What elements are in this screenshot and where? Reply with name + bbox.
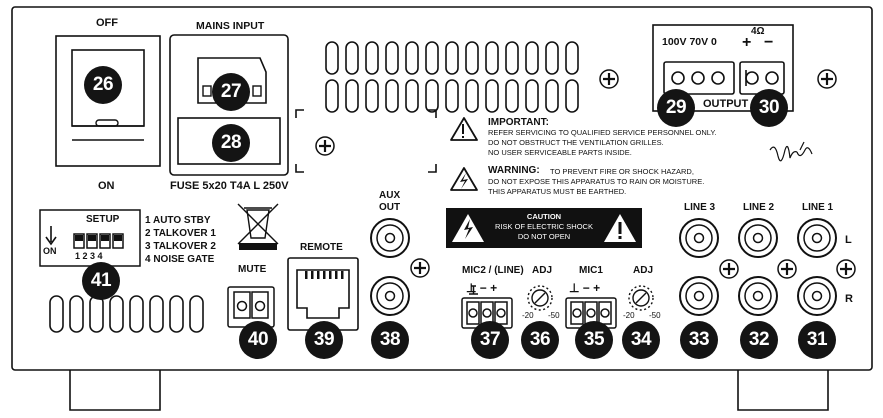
rca-jack-aux-out-r: [371, 277, 409, 315]
important-title: IMPORTANT:: [488, 117, 549, 128]
setup-numbers: 1 2 3 4: [75, 251, 103, 261]
setup-item-3: 3 TALKOVER 2: [145, 241, 216, 252]
remote-rj45-port: [288, 258, 358, 330]
callout-33: 33: [680, 321, 718, 359]
callout-32: 32: [740, 321, 778, 359]
rca-jack-line2-l: [739, 219, 777, 257]
mic1-adj-trimmer: [629, 286, 653, 310]
warning-title: WARNING:: [488, 165, 540, 176]
output-volts-label: 100V 70V 0: [662, 36, 717, 48]
fuse-label: FUSE 5x20 T4A L 250V: [170, 180, 289, 192]
screw-icon: [411, 259, 429, 277]
callout-39: 39: [305, 321, 343, 359]
setup-item-2: 2 TALKOVER 1: [145, 228, 216, 239]
caution-line-3: DO NOT OPEN: [517, 232, 571, 241]
off-label: OFF: [96, 17, 118, 29]
right-channel-label: R: [845, 293, 853, 305]
callout-26: 26: [84, 66, 122, 104]
warning-line-2: DO NOT EXPOSE THIS APPARATUS TO RAIN OR MOISTURE.: [488, 177, 705, 186]
screw-icon: [720, 260, 738, 278]
callout-30: 30: [750, 89, 788, 127]
aux-out-label-2: OUT: [379, 202, 401, 213]
callout-41: 41: [82, 262, 120, 300]
line2-label: LINE 2: [743, 202, 775, 213]
callout-35: 35: [575, 321, 613, 359]
screw-icon: [600, 70, 618, 88]
mic2-adj-min: -20: [522, 311, 534, 320]
mic2-label: MIC2 / (LINE): [462, 265, 524, 276]
setup-item-1: 1 AUTO STBY: [145, 215, 211, 226]
output-plus-label: +: [742, 34, 752, 51]
mute-label: MUTE: [238, 264, 267, 275]
screw-icon: [818, 70, 836, 88]
rca-jack-line3-r: [680, 277, 718, 315]
weee-bin-icon: [238, 204, 278, 244]
line3-label: LINE 3: [684, 202, 716, 213]
foot-right: [738, 370, 828, 410]
rca-jack-aux-out-l: [371, 219, 409, 257]
warning-line-1: TO PREVENT FIRE OR SHOCK HAZARD,: [550, 167, 694, 176]
callout-34: 34: [622, 321, 660, 359]
callout-37: 37: [471, 321, 509, 359]
mic2-adj-max: -50: [548, 311, 560, 320]
rca-jack-line3-l: [680, 219, 718, 257]
mic2-adj-trimmer: [528, 286, 552, 310]
vent-grille-top: [326, 42, 578, 112]
on-switch-label: ON: [98, 180, 115, 192]
warning-line-3: THIS APPARATUS MUST BE EARTHED.: [488, 187, 627, 196]
important-line-1: REFER SERVICING TO QUALIFIED SERVICE PERSONNEL ONLY.: [488, 128, 717, 137]
callout-31: 31: [798, 321, 836, 359]
callout-29: 29: [657, 89, 695, 127]
rca-jack-line2-r: [739, 277, 777, 315]
screw-icon: [316, 137, 334, 155]
mic1-adj-min: -20: [623, 311, 635, 320]
screw-icon: [837, 260, 855, 278]
on-arrow-icon: [46, 226, 56, 244]
caution-line-2: RISK OF ELECTRIC SHOCK: [495, 222, 593, 231]
dip-on-label: ON: [43, 246, 57, 256]
rca-jack-line1-l: [798, 219, 836, 257]
lightning-triangle-icon: [451, 168, 477, 190]
caution-line-1: CAUTION: [526, 212, 562, 221]
callout-38: 38: [371, 321, 409, 359]
important-line-3: NO USER SERVICEABLE PARTS INSIDE.: [488, 148, 632, 157]
callout-27: 27: [212, 73, 250, 111]
left-channel-label: L: [845, 234, 852, 246]
mic2-pins-label: ⊥ − +: [466, 281, 498, 295]
setup-item-4: 4 NOISE GATE: [145, 254, 215, 265]
rca-jack-line1-r: [798, 277, 836, 315]
line1-label: LINE 1: [802, 202, 834, 213]
callout-40: 40: [239, 321, 277, 359]
mic2-adj-label: ADJ: [532, 265, 553, 276]
mains-input-label: MAINS INPUT: [196, 20, 265, 32]
output-label: OUTPUT: [703, 98, 749, 110]
important-line-2: DO NOT OBSTRUCT THE VENTILATION GRILLES.: [488, 138, 664, 147]
caution-label: [446, 208, 642, 248]
callout-36: 36: [521, 321, 559, 359]
aux-out-label-1: AUX: [379, 190, 401, 201]
mic1-adj-max: -50: [649, 311, 661, 320]
remote-label: REMOTE: [300, 242, 343, 253]
screw-icon: [778, 260, 796, 278]
signature-mark: [770, 142, 812, 161]
mic1-adj-label: ADJ: [633, 265, 654, 276]
ohm-label: 4Ω: [751, 26, 765, 37]
vent-grille-bottom: [50, 296, 203, 332]
foot-left: [70, 370, 160, 410]
mic1-pins-label: ⊥ − +: [569, 281, 601, 295]
callout-28: 28: [212, 124, 250, 162]
output-minus-label: −: [764, 34, 774, 51]
mic1-label: MIC1: [579, 265, 603, 276]
setup-label: SETUP: [86, 214, 120, 225]
